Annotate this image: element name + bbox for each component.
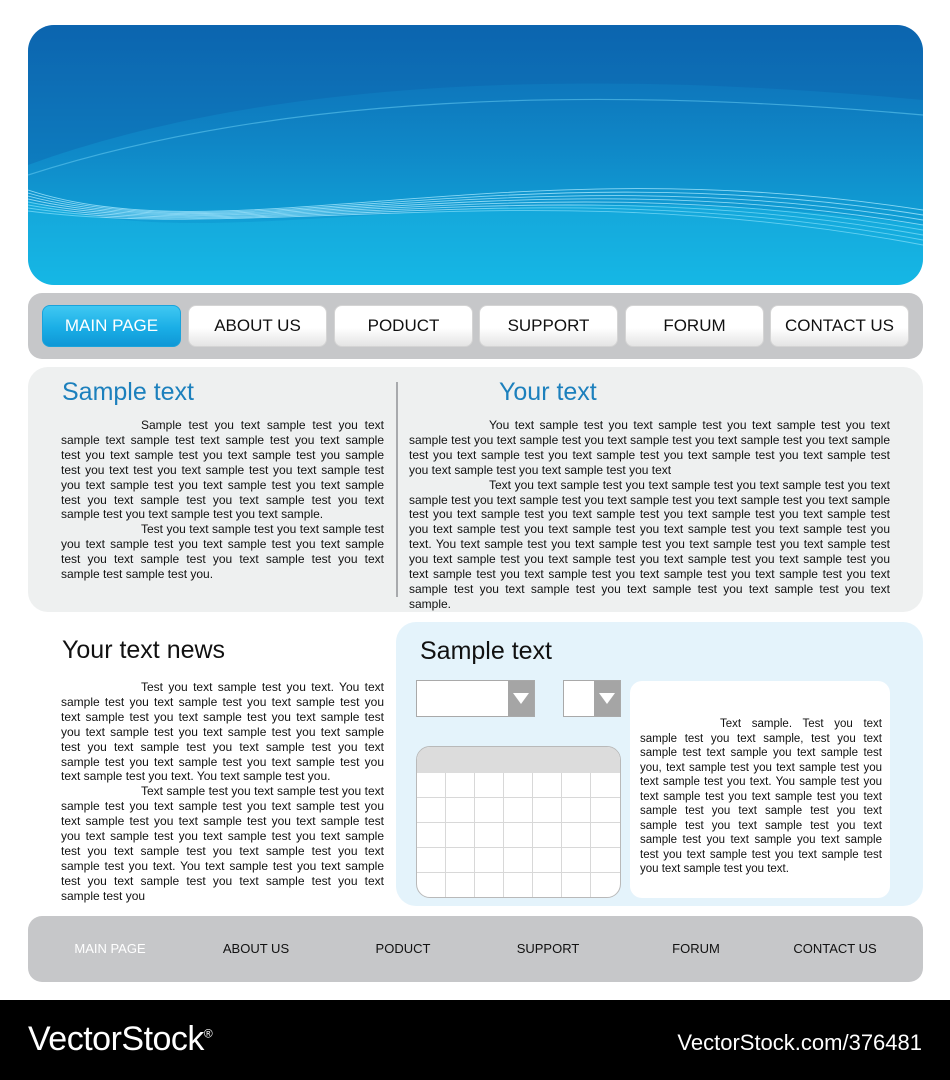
- dropdown-select-1[interactable]: [416, 680, 535, 717]
- left-paragraph-2: Test you text sample test you text sample test you text sample test you text sample test you text sample test you text sample test you text sample test you text sample test sample test you.: [61, 522, 384, 582]
- calendar-cell[interactable]: [475, 873, 504, 898]
- left-section-body: [61, 418, 384, 582]
- news-body: [61, 680, 384, 904]
- calendar-cell[interactable]: [417, 773, 446, 798]
- right-paragraph-1: You text sample test you text sample test you text sample test you text sample test you text sample test you text sample test you text sample test you text sample test you text sample test you text sample test you text sample test you text sample test you text sample test you text sample test you text: [409, 418, 890, 477]
- calendar-cell[interactable]: [446, 873, 475, 898]
- banner-wave-graphic: [28, 25, 923, 285]
- calendar-cell[interactable]: [504, 848, 533, 873]
- calendar-cell[interactable]: [417, 873, 446, 898]
- footer-main-page-link[interactable]: MAIN PAGE: [74, 941, 146, 956]
- nav-forum-button[interactable]: FORUM: [625, 305, 764, 347]
- nav-main-page-button[interactable]: MAIN PAGE: [42, 305, 181, 347]
- calendar-cell[interactable]: [446, 848, 475, 873]
- calendar-cell[interactable]: [446, 798, 475, 823]
- calendar-cell[interactable]: [475, 848, 504, 873]
- watermark-url: VectorStock.com/376481: [677, 1030, 922, 1055]
- calendar-cell[interactable]: [562, 873, 591, 898]
- calendar-cell[interactable]: [533, 823, 562, 848]
- footer-contact-us-link[interactable]: CONTACT US: [793, 941, 877, 956]
- left-section-title: Sample text: [62, 378, 195, 406]
- nav-contact-us-button[interactable]: CONTACT US: [770, 305, 909, 347]
- calendar-cell[interactable]: [591, 823, 620, 848]
- widget-card-paragraph: Text sample. Test you text sample test you text sample, test you text sample test text sample you text sample test you, text sample test you text sample test you text sample test you text. You sample test you text sample test you text sample test you text sample test you text sample test you text sample test you text sample test you text sample test you text sample you text sample test you text sample test you text sample test you text sample test you text.: [640, 718, 882, 875]
- calendar-cell[interactable]: [417, 823, 446, 848]
- calendar-cell[interactable]: [533, 798, 562, 823]
- news-title: Your text news: [62, 636, 226, 664]
- dropdown-select-2[interactable]: [563, 680, 621, 717]
- widget-title: Sample text: [420, 637, 553, 665]
- calendar-cell[interactable]: [417, 798, 446, 823]
- calendar-cell[interactable]: [591, 873, 620, 898]
- nav-support-button[interactable]: SUPPORT: [479, 305, 618, 347]
- calendar-cell[interactable]: [533, 773, 562, 798]
- footer-nav-bar: [28, 916, 923, 982]
- calendar-cell[interactable]: [533, 848, 562, 873]
- watermark-registered-mark: ®: [203, 1026, 213, 1041]
- footer-poduct-link[interactable]: PODUCT: [375, 941, 431, 956]
- footer-about-us-link[interactable]: ABOUT US: [222, 941, 290, 956]
- calendar-header: [417, 747, 620, 773]
- widget-card-body: [640, 717, 882, 877]
- calendar-cell[interactable]: [591, 798, 620, 823]
- calendar-cell[interactable]: [504, 823, 533, 848]
- right-section-title: Your text: [499, 378, 597, 406]
- right-paragraph-2: Text you text sample test you text sample test you text sample test you text sample test you text sample test you text sample test you text sample test you text sample test you text sample test you text sample test you text sample test you text sample test you text sample test you text sample test you text sample test you text sample test you text. You text sample test you text sample test you text sample test you text sample test you text sample test you text sample test you text sample test you text sample test you text sample test you text sample test you text sample test you text sample test you text sample test you text sample test you text sample test you text sample test you text sample.: [409, 477, 890, 611]
- calendar-cell[interactable]: [504, 873, 533, 898]
- nav-about-us-button[interactable]: ABOUT US: [188, 305, 327, 347]
- right-section-body: [409, 418, 890, 612]
- top-nav-bar: [28, 293, 923, 359]
- calendar-cell[interactable]: [591, 848, 620, 873]
- calendar-cell[interactable]: [591, 773, 620, 798]
- column-divider: [396, 382, 398, 597]
- dropdown-arrow-icon[interactable]: [508, 681, 534, 716]
- nav-poduct-button[interactable]: PODUCT: [334, 305, 473, 347]
- calendar-grid: [417, 773, 620, 898]
- calendar-cell[interactable]: [417, 848, 446, 873]
- calendar-cell[interactable]: [475, 773, 504, 798]
- calendar-cell[interactable]: [562, 848, 591, 873]
- calendar-cell[interactable]: [475, 823, 504, 848]
- left-paragraph-1: Sample test you text sample test you text sample text sample test text sample test you text sample test you text sample test you text sample test you sample test you text test you text sample test you text sample test you text sample test you text sample test you text sample test you text sample test you text sample test you text sample test you text sample test you text sample.: [61, 418, 384, 522]
- watermark-brand: [28, 1020, 212, 1059]
- calendar-widget[interactable]: [416, 746, 621, 898]
- calendar-cell[interactable]: [562, 823, 591, 848]
- watermark-strip: [0, 1000, 950, 1080]
- calendar-cell[interactable]: [533, 873, 562, 898]
- watermark-brand-name: VectorStock: [28, 1020, 204, 1058]
- calendar-cell[interactable]: [504, 773, 533, 798]
- calendar-cell[interactable]: [446, 823, 475, 848]
- calendar-cell[interactable]: [475, 798, 504, 823]
- footer-support-link[interactable]: SUPPORT: [516, 941, 580, 956]
- calendar-cell[interactable]: [446, 773, 475, 798]
- footer-forum-link[interactable]: FORUM: [672, 941, 720, 956]
- dropdown-arrow-icon[interactable]: [594, 681, 620, 716]
- header-banner: [28, 25, 923, 285]
- calendar-cell[interactable]: [504, 798, 533, 823]
- calendar-cell[interactable]: [562, 773, 591, 798]
- news-paragraph-2: Text sample test you text sample test you text sample test you text sample test you text sample test you text sample test you text sample test you text sample test you text sample test you text sample test you text sample test you text sample test you text sample test you text sample test you text. You text sample test you text sample test you text sample test you text sample test you text sample test you: [61, 784, 384, 903]
- news-paragraph-1: Test you text sample test you text. You text sample test you text sample test you text sample test you text sample test you text sample test you text sample test you text sample test you text sample test you text sample test you text sample test you text sample test you text sample test you text sample test you text sample test you text sample test you text. You text sample test you.: [61, 680, 384, 784]
- calendar-cell[interactable]: [562, 798, 591, 823]
